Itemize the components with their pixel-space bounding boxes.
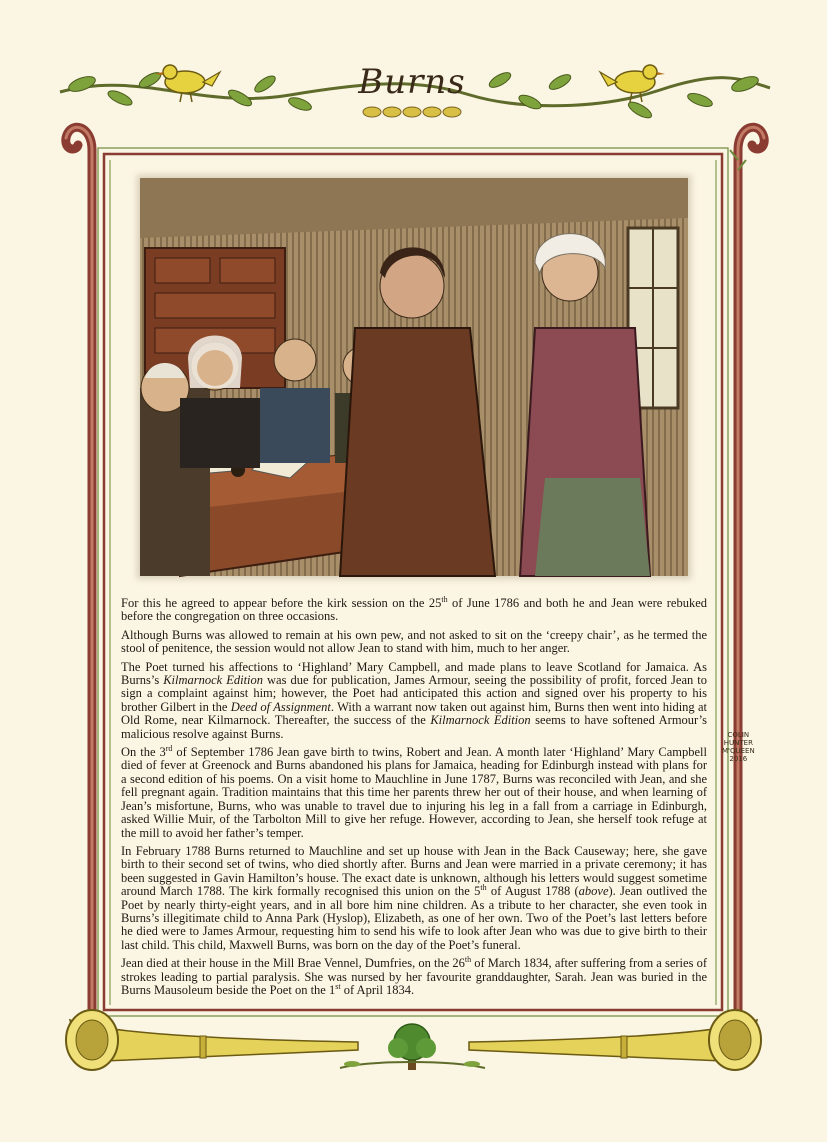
- superscript: th: [480, 882, 487, 892]
- title-beads: [363, 107, 461, 117]
- horn-icon-left: [66, 1010, 358, 1070]
- text-run: of June 1786 and both he and Jean were rebuked before the congregation on three occasions.: [121, 596, 707, 624]
- paragraph-4: [121, 743, 707, 840]
- text-run: For this he agreed to appear before the kirk session on the 25: [121, 596, 442, 610]
- paragraph-5: [121, 845, 707, 952]
- paragraph-1: [121, 594, 707, 624]
- text-run: Although Burns was allowed to remain at his own pew, and not asked to sit on the ‘creepy chair’, as he termed the stool of penitence, the session would not allow Jean to stand with him, much to her anger.: [121, 627, 707, 656]
- text-run: ). Jean outlived the Poet by nearly thirty-eight years, and in all bore him nine children. As a tribute to her character, she even took in Burns’s illegitimate child to Anna Park (Hyslop), Elizabeth, as one of her own. Two of the Poet’s last letters before he died were to James Armour, requesting him to send his wife to look after Jean who was due to give birth to their last child. This child, Maxwell Burns, was born on the day of the Poet’s funeral.: [121, 884, 708, 952]
- kirk-session-scene: [140, 178, 688, 576]
- horn-icon-right: [469, 1010, 761, 1070]
- paragraph-2: [121, 629, 707, 656]
- signature-year: 2016: [729, 755, 748, 763]
- text-run: seems to have softened Armour’s malicious resolve against Burns.: [121, 713, 708, 741]
- left-crook: [66, 127, 92, 1020]
- text-run: was due for publication, James Armour, seeing the possibility of profit, forced Jean to sign a complaint against him; however, the Poet had anticipated this action and signed over his property to his brother Gilbert in the: [121, 673, 707, 714]
- paragraph-6: [121, 957, 707, 997]
- italic-title: Deed of Assignment: [230, 699, 331, 714]
- text-run: The Poet turned his affections to ‘Highland’ Mary Campbell, and made plans to leave Scotland for Jamaica. As Burns’s: [121, 659, 707, 688]
- right-crook: [730, 127, 764, 1020]
- text-run: . With a warrant now taken out against him, Burns then went into hiding at Old Rome, near Kilmarnock. Thereafter, the success of the: [121, 699, 707, 728]
- superscript: th: [441, 594, 448, 604]
- italic-title: Kilmarnock Edition: [163, 673, 264, 688]
- superscript: st: [335, 981, 341, 991]
- signature-name: COLIN HUNTER M'QUEEN: [722, 731, 755, 755]
- artist-signature: [722, 731, 755, 763]
- text-run: of September 1786 Jean gave birth to twins, Robert and Jean. A month later ‘Highland’ Mary Campbell died of fever at Greenock and Burns abandoned his plans for Jamaica, heading for Edinburgh instead with plans for a second edition of his poems. On a visit home to Mauchline in June 1787, Burns was reconciled with Jean, and she fell pregnant again. Tradition maintains that this time her parents threw her out of their house, and when learning of Jean’s misfortune, Burns, who was unable to travel due to injuring his leg in a fall from a carriage in Edinburgh, asked Willie Muir, of the Tarbolton Mill to give her refuge. However, according to Jean, she herself took refuge at the mill to avoid her father’s temper.: [121, 745, 707, 840]
- tree-icon: [340, 1024, 485, 1070]
- text-run: of August 1788 (: [486, 884, 579, 899]
- superscript: th: [464, 955, 472, 964]
- text-run: of March 1834, after suffering from a series of strokes leading to partial paralysis. She was nursed by her favourite granddaughter, Sarah. Jean was buried in the Burns Mausoleum beside the Poet on the 1: [121, 956, 707, 997]
- page-title: Burns: [358, 62, 466, 102]
- paragraph-3: [121, 661, 707, 741]
- text-run: On the 3: [121, 745, 166, 760]
- body-text: [121, 594, 708, 1002]
- text-run: Jean died at their house in the Mill Brae Vennel, Dumfries, on the 26: [121, 956, 465, 971]
- superscript: rd: [165, 743, 173, 753]
- text-run: of April 1834.: [340, 982, 415, 997]
- seated-elder-left: [140, 363, 210, 576]
- italic-word: above: [578, 884, 609, 899]
- italic-title: Kilmarnock Edition: [430, 713, 531, 728]
- text-run: In February 1788 Burns returned to Mauchline and set up house with Jean in the Back Causeway; here, she gave birth to their second set of twins, who died shortly after. Burns and Jean were married in a private ceremony; it has been suggested in Gavin Hamilton’s house. The exact date is unknown, although his letters would suggest sometime around March 1788. The kirk formally recognised this union on the 5: [121, 843, 707, 899]
